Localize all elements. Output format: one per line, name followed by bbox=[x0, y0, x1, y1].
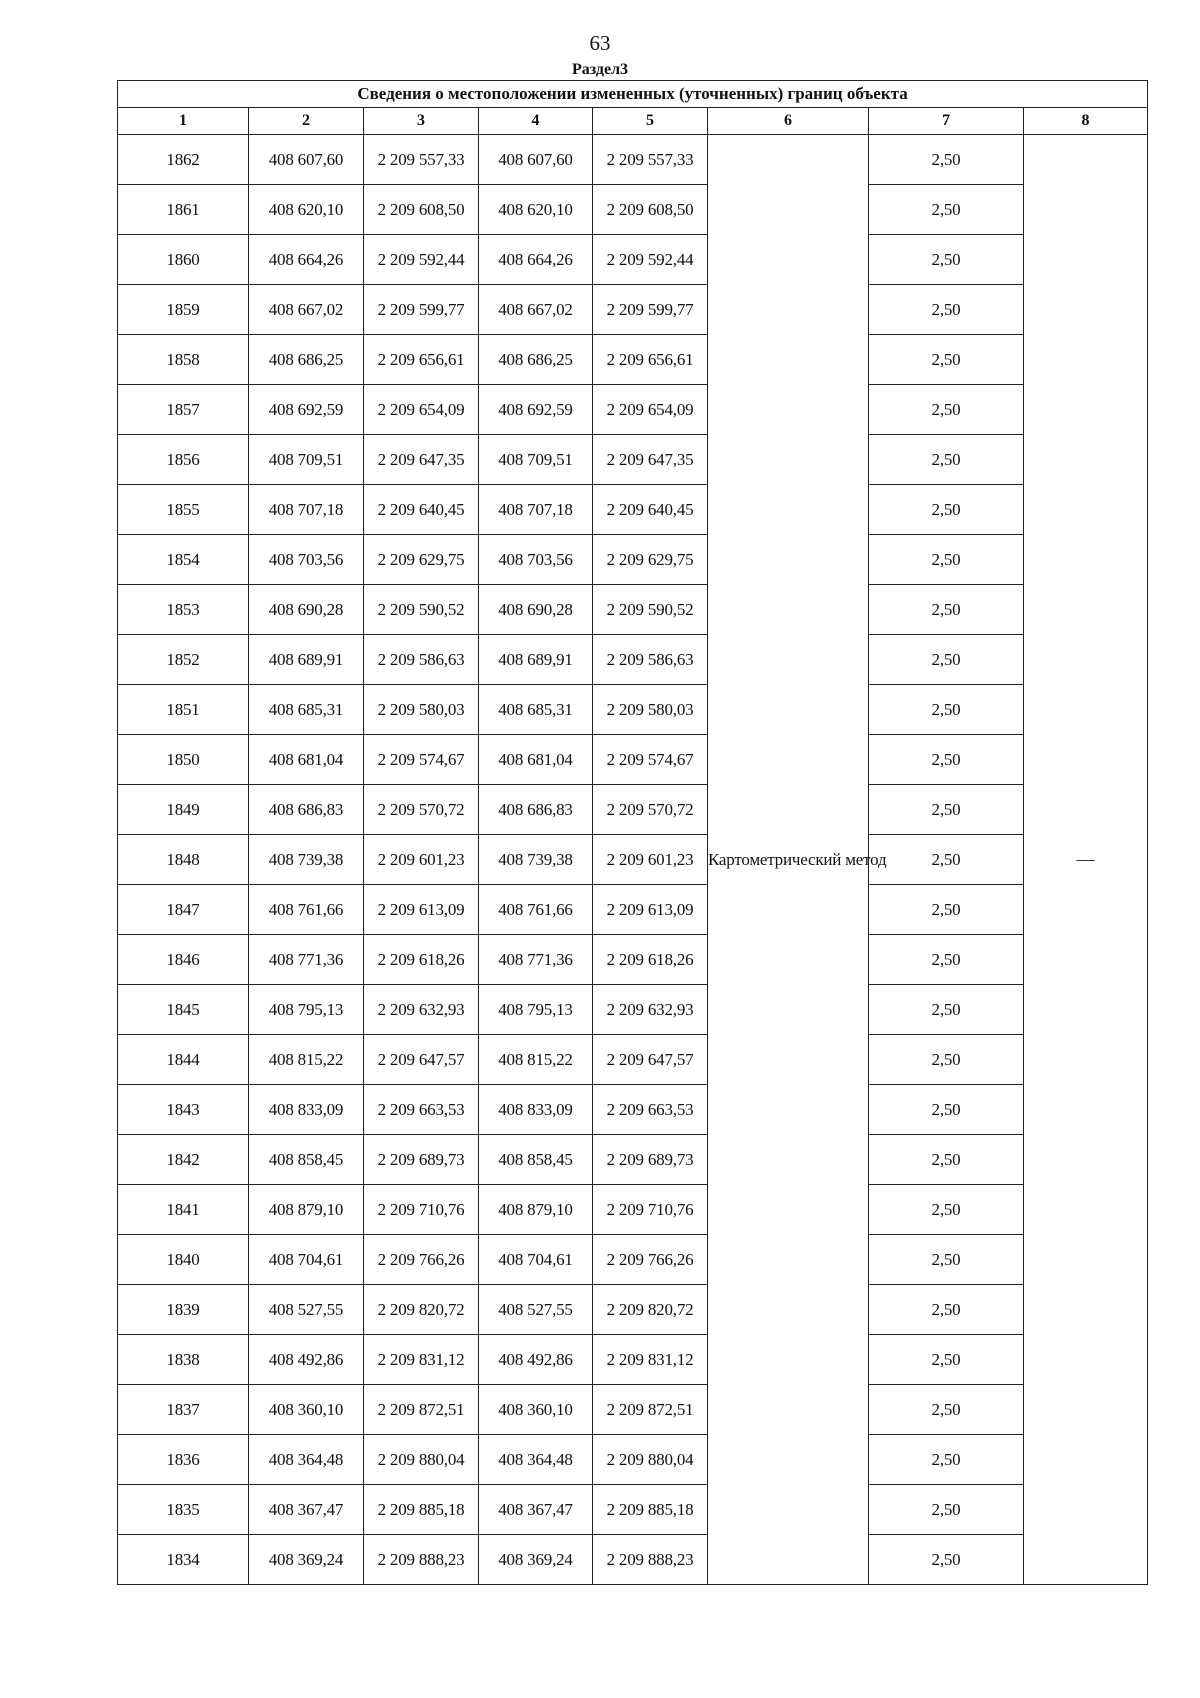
accuracy-cell: 2,50 bbox=[869, 1285, 1024, 1335]
x-old-cell: 408 709,51 bbox=[249, 435, 364, 485]
x-new-cell: 408 360,10 bbox=[479, 1385, 593, 1435]
point-number-cell: 1838 bbox=[118, 1335, 249, 1385]
y-old-cell: 2 209 557,33 bbox=[364, 135, 479, 185]
y-new-cell: 2 209 656,61 bbox=[593, 335, 708, 385]
table-row bbox=[118, 1335, 1148, 1385]
accuracy-cell: 2,50 bbox=[869, 635, 1024, 685]
column-number: 3 bbox=[364, 108, 479, 135]
column-number: 8 bbox=[1024, 108, 1148, 135]
y-old-cell: 2 209 820,72 bbox=[364, 1285, 479, 1335]
point-number-cell: 1862 bbox=[118, 135, 249, 185]
y-new-cell: 2 209 599,77 bbox=[593, 285, 708, 335]
x-old-cell: 408 607,60 bbox=[249, 135, 364, 185]
y-old-cell: 2 209 647,35 bbox=[364, 435, 479, 485]
accuracy-cell: 2,50 bbox=[869, 385, 1024, 435]
y-old-cell: 2 209 640,45 bbox=[364, 485, 479, 535]
x-old-cell: 408 686,83 bbox=[249, 785, 364, 835]
y-new-cell: 2 209 574,67 bbox=[593, 735, 708, 785]
x-old-cell: 408 815,22 bbox=[249, 1035, 364, 1085]
point-number-cell: 1842 bbox=[118, 1135, 249, 1185]
y-new-cell: 2 209 590,52 bbox=[593, 585, 708, 635]
x-old-cell: 408 833,09 bbox=[249, 1085, 364, 1135]
y-new-cell: 2 209 613,09 bbox=[593, 885, 708, 935]
y-new-cell: 2 209 647,35 bbox=[593, 435, 708, 485]
y-new-cell: 2 209 766,26 bbox=[593, 1235, 708, 1285]
point-number-cell: 1837 bbox=[118, 1385, 249, 1435]
y-new-cell: 2 209 820,72 bbox=[593, 1285, 708, 1335]
x-old-cell: 408 795,13 bbox=[249, 985, 364, 1035]
x-new-cell: 408 815,22 bbox=[479, 1035, 593, 1085]
table-row bbox=[118, 185, 1148, 235]
x-old-cell: 408 858,45 bbox=[249, 1135, 364, 1185]
y-old-cell: 2 209 647,57 bbox=[364, 1035, 479, 1085]
table-row bbox=[118, 635, 1148, 685]
y-old-cell: 2 209 831,12 bbox=[364, 1335, 479, 1385]
x-new-cell: 408 709,51 bbox=[479, 435, 593, 485]
table-row bbox=[118, 235, 1148, 285]
accuracy-cell: 2,50 bbox=[869, 185, 1024, 235]
x-new-cell: 408 761,66 bbox=[479, 885, 593, 935]
x-new-cell: 408 620,10 bbox=[479, 185, 593, 235]
accuracy-cell: 2,50 bbox=[869, 935, 1024, 985]
x-old-cell: 408 771,36 bbox=[249, 935, 364, 985]
accuracy-cell: 2,50 bbox=[869, 735, 1024, 785]
y-new-cell: 2 209 570,72 bbox=[593, 785, 708, 835]
table-body bbox=[118, 135, 1148, 1585]
y-new-cell: 2 209 601,23 bbox=[593, 835, 708, 885]
table-row bbox=[118, 485, 1148, 535]
x-old-cell: 408 707,18 bbox=[249, 485, 364, 535]
x-new-cell: 408 771,36 bbox=[479, 935, 593, 985]
table-row bbox=[118, 535, 1148, 585]
y-old-cell: 2 209 710,76 bbox=[364, 1185, 479, 1235]
point-number-cell: 1847 bbox=[118, 885, 249, 935]
x-old-cell: 408 739,38 bbox=[249, 835, 364, 885]
accuracy-cell: 2,50 bbox=[869, 485, 1024, 535]
y-new-cell: 2 209 885,18 bbox=[593, 1485, 708, 1535]
x-old-cell: 408 879,10 bbox=[249, 1185, 364, 1235]
x-old-cell: 408 704,61 bbox=[249, 1235, 364, 1285]
y-old-cell: 2 209 601,23 bbox=[364, 835, 479, 885]
table-title: Сведения о местоположении измененных (уточненных) границ объекта bbox=[118, 81, 1148, 108]
table-row bbox=[118, 1435, 1148, 1485]
y-old-cell: 2 209 654,09 bbox=[364, 385, 479, 435]
point-number-cell: 1850 bbox=[118, 735, 249, 785]
y-new-cell: 2 209 880,04 bbox=[593, 1435, 708, 1485]
table-row bbox=[118, 1185, 1148, 1235]
point-number-cell: 1849 bbox=[118, 785, 249, 835]
x-old-cell: 408 492,86 bbox=[249, 1335, 364, 1385]
x-new-cell: 408 527,55 bbox=[479, 1285, 593, 1335]
accuracy-cell: 2,50 bbox=[869, 335, 1024, 385]
y-new-cell: 2 209 592,44 bbox=[593, 235, 708, 285]
y-old-cell: 2 209 592,44 bbox=[364, 235, 479, 285]
page-number: 63 bbox=[589, 31, 611, 55]
y-new-cell: 2 209 654,09 bbox=[593, 385, 708, 435]
y-new-cell: 2 209 632,93 bbox=[593, 985, 708, 1035]
point-number-cell: 1859 bbox=[118, 285, 249, 335]
x-new-cell: 408 607,60 bbox=[479, 135, 593, 185]
point-number-cell: 1839 bbox=[118, 1285, 249, 1335]
x-new-cell: 408 364,48 bbox=[479, 1435, 593, 1485]
table-title-row bbox=[118, 81, 1148, 108]
y-new-cell: 2 209 608,50 bbox=[593, 185, 708, 235]
x-old-cell: 408 690,28 bbox=[249, 585, 364, 635]
column-number: 6 bbox=[708, 108, 869, 135]
x-new-cell: 408 707,18 bbox=[479, 485, 593, 535]
x-new-cell: 408 704,61 bbox=[479, 1235, 593, 1285]
table-row bbox=[118, 885, 1148, 935]
y-new-cell: 2 209 689,73 bbox=[593, 1135, 708, 1185]
table-row bbox=[118, 135, 1148, 185]
x-new-cell: 408 833,09 bbox=[479, 1085, 593, 1135]
accuracy-cell: 2,50 bbox=[869, 285, 1024, 335]
y-old-cell: 2 209 766,26 bbox=[364, 1235, 479, 1285]
table-row bbox=[118, 1485, 1148, 1535]
y-new-cell: 2 209 629,75 bbox=[593, 535, 708, 585]
y-old-cell: 2 209 632,93 bbox=[364, 985, 479, 1035]
point-number-cell: 1852 bbox=[118, 635, 249, 685]
accuracy-cell: 2,50 bbox=[869, 985, 1024, 1035]
point-number-cell: 1854 bbox=[118, 535, 249, 585]
y-old-cell: 2 209 872,51 bbox=[364, 1385, 479, 1435]
table-row bbox=[118, 1235, 1148, 1285]
point-number-cell: 1840 bbox=[118, 1235, 249, 1285]
point-number-cell: 1856 bbox=[118, 435, 249, 485]
table-row bbox=[118, 935, 1148, 985]
point-number-cell: 1857 bbox=[118, 385, 249, 435]
point-number-cell: 1846 bbox=[118, 935, 249, 985]
x-new-cell: 408 685,31 bbox=[479, 685, 593, 735]
accuracy-cell: 2,50 bbox=[869, 585, 1024, 635]
x-new-cell: 408 703,56 bbox=[479, 535, 593, 585]
x-old-cell: 408 686,25 bbox=[249, 335, 364, 385]
y-old-cell: 2 209 590,52 bbox=[364, 585, 479, 635]
accuracy-cell: 2,50 bbox=[869, 1535, 1024, 1585]
table-row bbox=[118, 1085, 1148, 1135]
x-old-cell: 408 681,04 bbox=[249, 735, 364, 785]
y-old-cell: 2 209 663,53 bbox=[364, 1085, 479, 1135]
x-old-cell: 408 527,55 bbox=[249, 1285, 364, 1335]
accuracy-cell: 2,50 bbox=[869, 885, 1024, 935]
point-number-cell: 1851 bbox=[118, 685, 249, 735]
y-old-cell: 2 209 629,75 bbox=[364, 535, 479, 585]
accuracy-cell: 2,50 bbox=[869, 1085, 1024, 1135]
column-number: 1 bbox=[118, 108, 249, 135]
y-new-cell: 2 209 647,57 bbox=[593, 1035, 708, 1085]
x-new-cell: 408 858,45 bbox=[479, 1135, 593, 1185]
table-row bbox=[118, 1385, 1148, 1435]
y-old-cell: 2 209 574,67 bbox=[364, 735, 479, 785]
y-old-cell: 2 209 608,50 bbox=[364, 185, 479, 235]
accuracy-cell: 2,50 bbox=[869, 1485, 1024, 1535]
y-old-cell: 2 209 689,73 bbox=[364, 1135, 479, 1185]
point-number-cell: 1855 bbox=[118, 485, 249, 535]
x-old-cell: 408 620,10 bbox=[249, 185, 364, 235]
x-old-cell: 408 369,24 bbox=[249, 1535, 364, 1585]
method-cell: Картометрический метод bbox=[708, 135, 869, 1585]
x-old-cell: 408 692,59 bbox=[249, 385, 364, 435]
y-old-cell: 2 209 618,26 bbox=[364, 935, 479, 985]
x-old-cell: 408 761,66 bbox=[249, 885, 364, 935]
x-old-cell: 408 667,02 bbox=[249, 285, 364, 335]
accuracy-cell: 2,50 bbox=[869, 235, 1024, 285]
point-number-cell: 1861 bbox=[118, 185, 249, 235]
x-new-cell: 408 686,25 bbox=[479, 335, 593, 385]
table-row bbox=[118, 1135, 1148, 1185]
x-new-cell: 408 795,13 bbox=[479, 985, 593, 1035]
point-number-cell: 1836 bbox=[118, 1435, 249, 1485]
point-number-cell: 1845 bbox=[118, 985, 249, 1035]
accuracy-cell: 2,50 bbox=[869, 1135, 1024, 1185]
x-old-cell: 408 664,26 bbox=[249, 235, 364, 285]
accuracy-cell: 2,50 bbox=[869, 685, 1024, 735]
accuracy-cell: 2,50 bbox=[869, 1185, 1024, 1235]
x-new-cell: 408 492,86 bbox=[479, 1335, 593, 1385]
x-new-cell: 408 686,83 bbox=[479, 785, 593, 835]
table-row bbox=[118, 685, 1148, 735]
y-old-cell: 2 209 885,18 bbox=[364, 1485, 479, 1535]
column-number: 2 bbox=[249, 108, 364, 135]
x-new-cell: 408 690,28 bbox=[479, 585, 593, 635]
point-number-cell: 1848 bbox=[118, 835, 249, 885]
accuracy-cell: 2,50 bbox=[869, 535, 1024, 585]
point-number-cell: 1860 bbox=[118, 235, 249, 285]
accuracy-cell: 2,50 bbox=[869, 1435, 1024, 1485]
table-row bbox=[118, 435, 1148, 485]
table-row bbox=[118, 585, 1148, 635]
y-old-cell: 2 209 586,63 bbox=[364, 635, 479, 685]
point-number-cell: 1843 bbox=[118, 1085, 249, 1135]
accuracy-cell: 2,50 bbox=[869, 835, 1024, 885]
x-new-cell: 408 739,38 bbox=[479, 835, 593, 885]
accuracy-cell: 2,50 bbox=[869, 1385, 1024, 1435]
x-old-cell: 408 689,91 bbox=[249, 635, 364, 685]
x-old-cell: 408 367,47 bbox=[249, 1485, 364, 1535]
point-number-cell: 1835 bbox=[118, 1485, 249, 1535]
y-new-cell: 2 209 580,03 bbox=[593, 685, 708, 735]
y-new-cell: 2 209 888,23 bbox=[593, 1535, 708, 1585]
point-number-cell: 1844 bbox=[118, 1035, 249, 1085]
x-old-cell: 408 685,31 bbox=[249, 685, 364, 735]
y-new-cell: 2 209 872,51 bbox=[593, 1385, 708, 1435]
y-new-cell: 2 209 831,12 bbox=[593, 1335, 708, 1385]
table-row bbox=[118, 735, 1148, 785]
table-row bbox=[118, 1285, 1148, 1335]
table-row bbox=[118, 985, 1148, 1035]
x-new-cell: 408 692,59 bbox=[479, 385, 593, 435]
y-old-cell: 2 209 599,77 bbox=[364, 285, 479, 335]
y-old-cell: 2 209 880,04 bbox=[364, 1435, 479, 1485]
accuracy-cell: 2,50 bbox=[869, 1035, 1024, 1085]
y-old-cell: 2 209 656,61 bbox=[364, 335, 479, 385]
y-new-cell: 2 209 586,63 bbox=[593, 635, 708, 685]
y-old-cell: 2 209 570,72 bbox=[364, 785, 479, 835]
column-number-row bbox=[118, 108, 1148, 135]
table-row bbox=[118, 285, 1148, 335]
x-new-cell: 408 681,04 bbox=[479, 735, 593, 785]
accuracy-cell: 2,50 bbox=[869, 1235, 1024, 1285]
column-number: 7 bbox=[869, 108, 1024, 135]
x-new-cell: 408 664,26 bbox=[479, 235, 593, 285]
x-old-cell: 408 360,10 bbox=[249, 1385, 364, 1435]
y-new-cell: 2 209 640,45 bbox=[593, 485, 708, 535]
point-number-cell: 1853 bbox=[118, 585, 249, 635]
y-new-cell: 2 209 710,76 bbox=[593, 1185, 708, 1235]
boundary-coordinates-table bbox=[117, 80, 1148, 1585]
point-number-cell: 1841 bbox=[118, 1185, 249, 1235]
y-new-cell: 2 209 663,53 bbox=[593, 1085, 708, 1135]
x-new-cell: 408 369,24 bbox=[479, 1535, 593, 1585]
x-old-cell: 408 364,48 bbox=[249, 1435, 364, 1485]
accuracy-cell: 2,50 bbox=[869, 435, 1024, 485]
y-old-cell: 2 209 888,23 bbox=[364, 1535, 479, 1585]
x-new-cell: 408 367,47 bbox=[479, 1485, 593, 1535]
point-number-cell: 1858 bbox=[118, 335, 249, 385]
point-number-cell: 1834 bbox=[118, 1535, 249, 1585]
note-cell: — bbox=[1024, 135, 1148, 1585]
column-number: 5 bbox=[593, 108, 708, 135]
table-row bbox=[118, 385, 1148, 435]
table-row bbox=[118, 785, 1148, 835]
accuracy-cell: 2,50 bbox=[869, 785, 1024, 835]
y-new-cell: 2 209 557,33 bbox=[593, 135, 708, 185]
table-row bbox=[118, 335, 1148, 385]
y-new-cell: 2 209 618,26 bbox=[593, 935, 708, 985]
y-old-cell: 2 209 580,03 bbox=[364, 685, 479, 735]
x-old-cell: 408 703,56 bbox=[249, 535, 364, 585]
y-old-cell: 2 209 613,09 bbox=[364, 885, 479, 935]
x-new-cell: 408 667,02 bbox=[479, 285, 593, 335]
table-row bbox=[118, 1035, 1148, 1085]
section-title: Раздел3 bbox=[571, 61, 629, 78]
accuracy-cell: 2,50 bbox=[869, 1335, 1024, 1385]
table-row bbox=[118, 835, 1148, 885]
table-row bbox=[118, 1535, 1148, 1585]
column-number: 4 bbox=[479, 108, 593, 135]
x-new-cell: 408 689,91 bbox=[479, 635, 593, 685]
x-new-cell: 408 879,10 bbox=[479, 1185, 593, 1235]
accuracy-cell: 2,50 bbox=[869, 135, 1024, 185]
